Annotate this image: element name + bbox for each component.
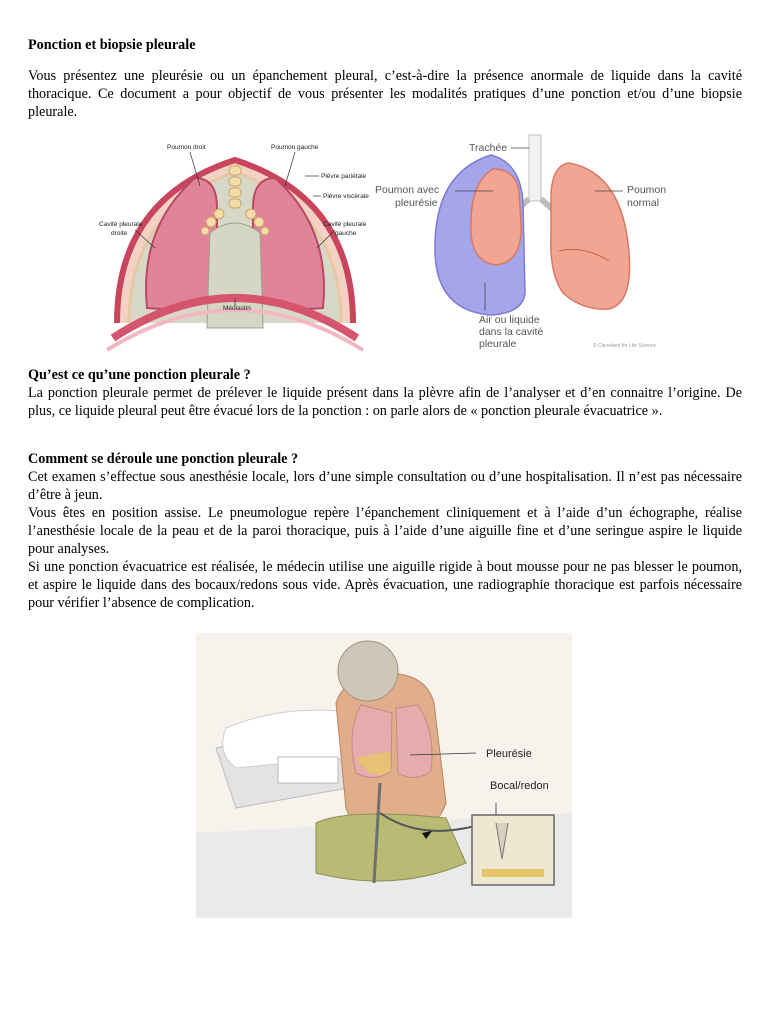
section2-p3: Si une ponction évacuatrice est réalisée, le médecin utilise une aiguille rigide à bout mousse pour ne pas blesser le poumon, et aspire le liquide dans des bocaux/redons sous vide. Après évacuation, une radiographie thoracique est parfois nécessaire pour vérifier l’absence de complication. (28, 559, 742, 611)
label-cavite-gauche: Cavité pleurale (323, 221, 367, 228)
section2-heading: Comment se déroule une ponction pleurale ? (28, 451, 299, 467)
label-poumon-avec: Poumon avec (375, 184, 440, 196)
section2-p1: Cet examen s’effectue sous anesthésie locale, lors d’une simple consultation ou d’une hospitalisation. Il n’est pas nécessaire d’être à jeun. (28, 469, 742, 503)
thoracentesis-procedure-figure (196, 633, 572, 918)
label-pleuresie: pleurésie (395, 197, 438, 209)
label-normal: normal (627, 197, 660, 209)
trachea (529, 135, 541, 201)
label-cavite-droite-2: droite (111, 230, 128, 237)
label-bocal-redon: Bocal/redon (490, 780, 549, 792)
label-cavite-gauche-2: gauche (335, 230, 357, 237)
label-cavite-droite: Cavité pleurale (99, 221, 143, 228)
section-what-is (28, 366, 742, 420)
label-plevre-viscerale: Plèvre viscérale (323, 193, 369, 200)
patient-pants (316, 814, 466, 881)
figure-credit: © Cleveland for Life Science (593, 343, 657, 349)
document-header (28, 36, 742, 121)
section2-p2: Vous êtes en position assise. Le pneumologue repère l’épanchement cliniquement et à l’aide d’un échographe, réalise l’anesthésie locale de la peau et de la paroi thoracique, puis à l’aide d’une aiguille fine et d’une seringue aspire le liquide pour analyses. (28, 505, 742, 557)
label-plevre-parietale: Plèvre pariétale (321, 173, 367, 180)
label-pleuresie-procedure: Pleurésie (486, 748, 532, 760)
label-pleurale: pleurale (479, 338, 517, 350)
label-mediastin: Médiastin (223, 305, 251, 312)
section-how (28, 450, 742, 612)
label-poumon-normal: Poumon (627, 184, 667, 196)
intro-paragraph: Vous présentez une pleurésie ou un épanchement pleural, c’est-à-dire la présence anormale de liquide dans la cavité thoracique. Ce document a pour objectif de vous présenter les modalités pratiques d’une ponction et/ou d’une biopsie pleurale. (28, 68, 742, 120)
thorax-cross-section-figure (95, 138, 373, 353)
document-title: Ponction et biopsie pleurale (28, 37, 196, 53)
section1-heading: Qu’est ce qu’une ponction pleurale ? (28, 367, 251, 383)
patient-head (338, 641, 398, 701)
section1-text: La ponction pleurale permet de prélever le liquide présent dans la plèvre afin de l’analyser et d’en connaitre l’origine. De plus, ce liquide pleural peut être évacué lors de la ponction : on parle alors de « ponction pleurale évacuatrice ». (28, 385, 742, 419)
label-air-liquide: Air ou liquide (479, 314, 540, 326)
label-poumon-droit: Poumon droit (167, 144, 206, 151)
label-trachee: Trachée (469, 142, 508, 154)
pleurisy-lungs-figure (373, 133, 673, 355)
label-dans-cavite: dans la cavité (479, 326, 544, 338)
label-poumon-gauche: Poumon gauche (271, 144, 319, 151)
